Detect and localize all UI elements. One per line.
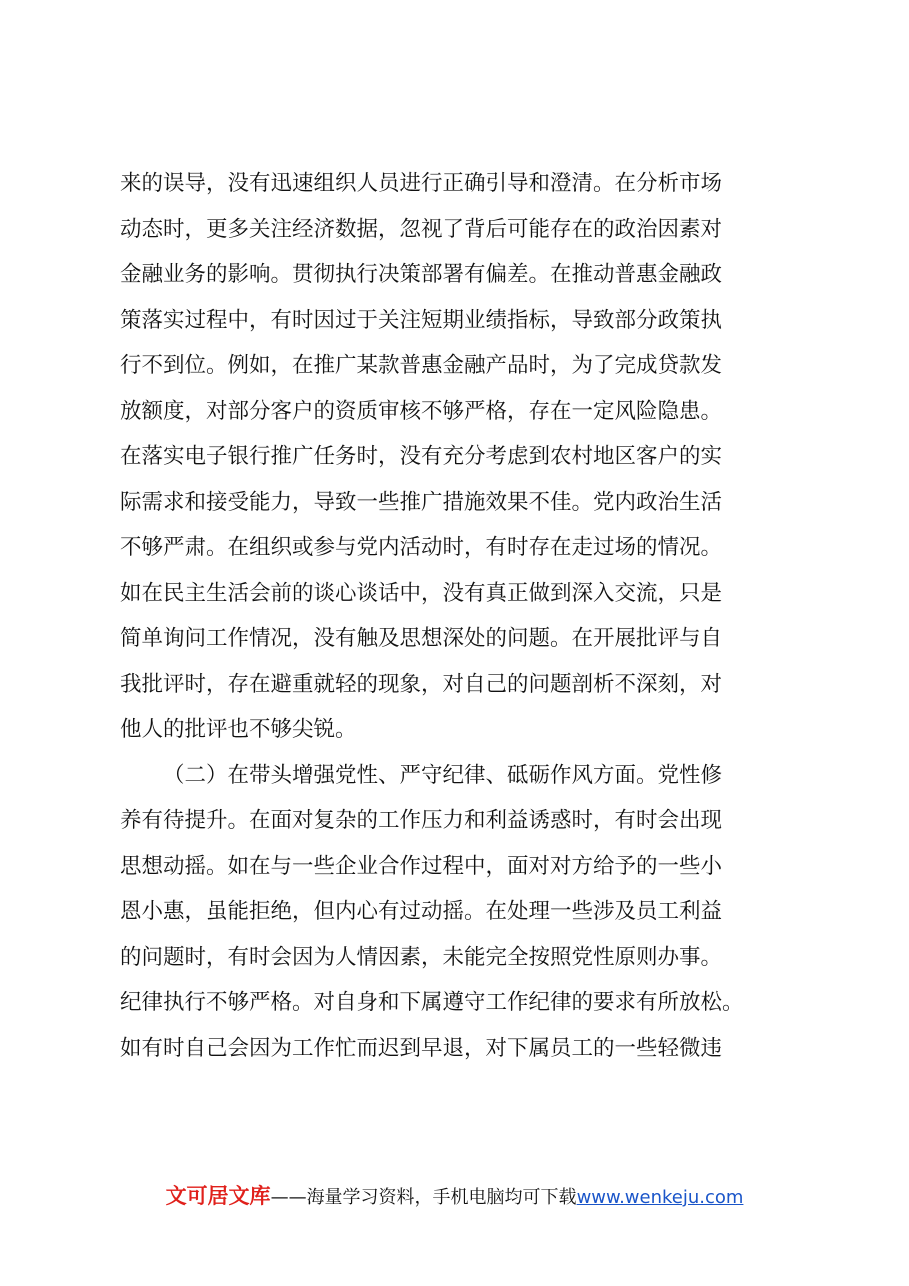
text-line: 的问题时，有时会因为人情因素，未能完全按照党性原则办事。 — [120, 944, 723, 970]
text-line: 如有时自己会因为工作忙而迟到早退，对下属员工的一些轻微违 — [120, 1035, 723, 1061]
footer-banner — [0, 1180, 909, 1210]
text-line: 养有待提升。在面对复杂的工作压力和利益诱惑时，有时会出现 — [120, 808, 723, 833]
footer-slogan: ——海量学习资料，手机电脑均可下载 — [270, 1187, 577, 1208]
text-line: 不够严肃。在组织或参与党内活动时，有时存在走过场的情况。 — [120, 535, 723, 560]
footer-site-link[interactable]: www.wenkeju.com — [576, 1187, 744, 1208]
text-line: 行不到位。例如，在推广某款普惠金融产品时，为了完成贷款发 — [120, 353, 723, 378]
text-line: 际需求和接受能力，导致一些推广措施效果不佳。党内政治生活 — [120, 489, 723, 515]
section-heading-line: （二）在带头增强党性、严守纪律、砥砺作风方面。党性修 — [163, 762, 723, 788]
text-line: 金融业务的影响。贯彻执行决策部署有偏差。在推动普惠金融政 — [120, 262, 723, 287]
text-line: 在落实电子银行推广任务时，没有充分考虑到农村地区客户的实 — [120, 444, 723, 469]
text-line: 他人的批评也不够尖锐。 — [120, 717, 357, 742]
text-line: 如在民主生活会前的谈心谈话中，没有真正做到深入交流，只是 — [120, 580, 723, 606]
text-line: 动态时，更多关注经济数据，忽视了背后可能存在的政治因素对 — [120, 216, 723, 242]
text-line: 我批评时，存在避重就轻的现象，对自己的问题剖析不深刻，对 — [120, 671, 723, 697]
text-line: 放额度，对部分客户的资质审核不够严格，存在一定风险隐患。 — [120, 398, 723, 424]
footer-brand: 文可居文库 — [165, 1184, 271, 1208]
text-line: 策落实过程中，有时因过于关注短期业绩指标，导致部分政策执 — [120, 307, 723, 333]
text-line: 纪律执行不够严格。对自身和下属遵守工作纪律的要求有所放松。 — [120, 990, 744, 1015]
text-line: 简单询问工作情况，没有触及思想深处的问题。在开展批评与自 — [120, 626, 723, 651]
text-line: 思想动摇。如在与一些企业合作过程中，面对对方给予的一些小 — [120, 853, 723, 879]
document-body — [120, 161, 810, 1071]
text-line: 来的误导，没有迅速组织人员进行正确引导和澄清。在分析市场 — [120, 171, 723, 196]
text-line: 恩小惠，虽能拒绝，但内心有过动摇。在处理一些涉及员工利益 — [120, 899, 723, 924]
